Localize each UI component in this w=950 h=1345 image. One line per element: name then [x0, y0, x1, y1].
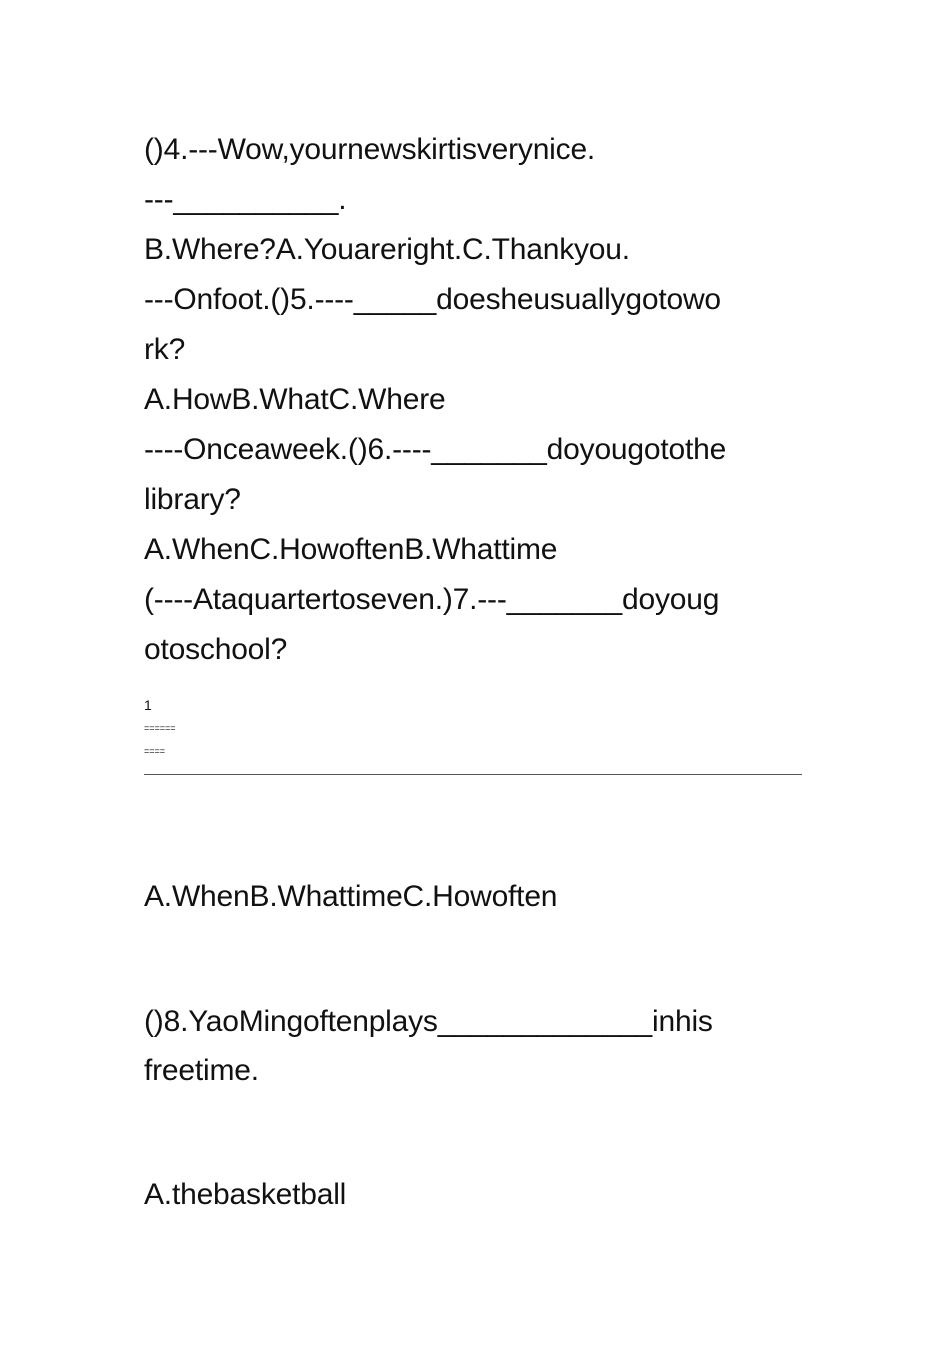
question-6-options: A.WhenC.HowoftenB.Whattime [144, 533, 558, 566]
question-8-option-a: A.thebasketball [144, 1178, 347, 1211]
question-6-prompt: ----Onceaweek.()6.----_______doyougotothe [144, 433, 727, 466]
question-5-options: A.HowB.WhatC.Where [144, 383, 446, 416]
footer-mark-2: ==== [144, 746, 166, 756]
question-5-prompt-cont: rk? [144, 333, 186, 366]
question-5-prompt: ---Onfoot.()5.----_____doesheusuallygotowo [144, 283, 721, 316]
question-8-prompt-cont: freetime. [144, 1054, 259, 1087]
footer-mark-1: ====== [144, 723, 176, 733]
question-6-prompt-cont: library? [144, 483, 241, 516]
question-4-prompt: ()4.---Wow,yournewskirtisverynice. [144, 133, 596, 166]
question-8-prompt: ()8.YaoMingoftenplays_____________inhis [144, 1005, 713, 1038]
question-4-blank: ---__________. [144, 183, 347, 216]
question-7-prompt-cont: otoschool? [144, 633, 288, 666]
page-divider [144, 774, 802, 775]
question-7-options: A.WhenB.WhattimeC.Howoften [144, 880, 558, 913]
question-4-options: B.Where?A.Youareright.C.Thankyou. [144, 233, 630, 266]
question-7-prompt: (----Ataquartertoseven.)7.---_______doyoug [144, 583, 720, 616]
page-number: 1 [144, 697, 152, 713]
